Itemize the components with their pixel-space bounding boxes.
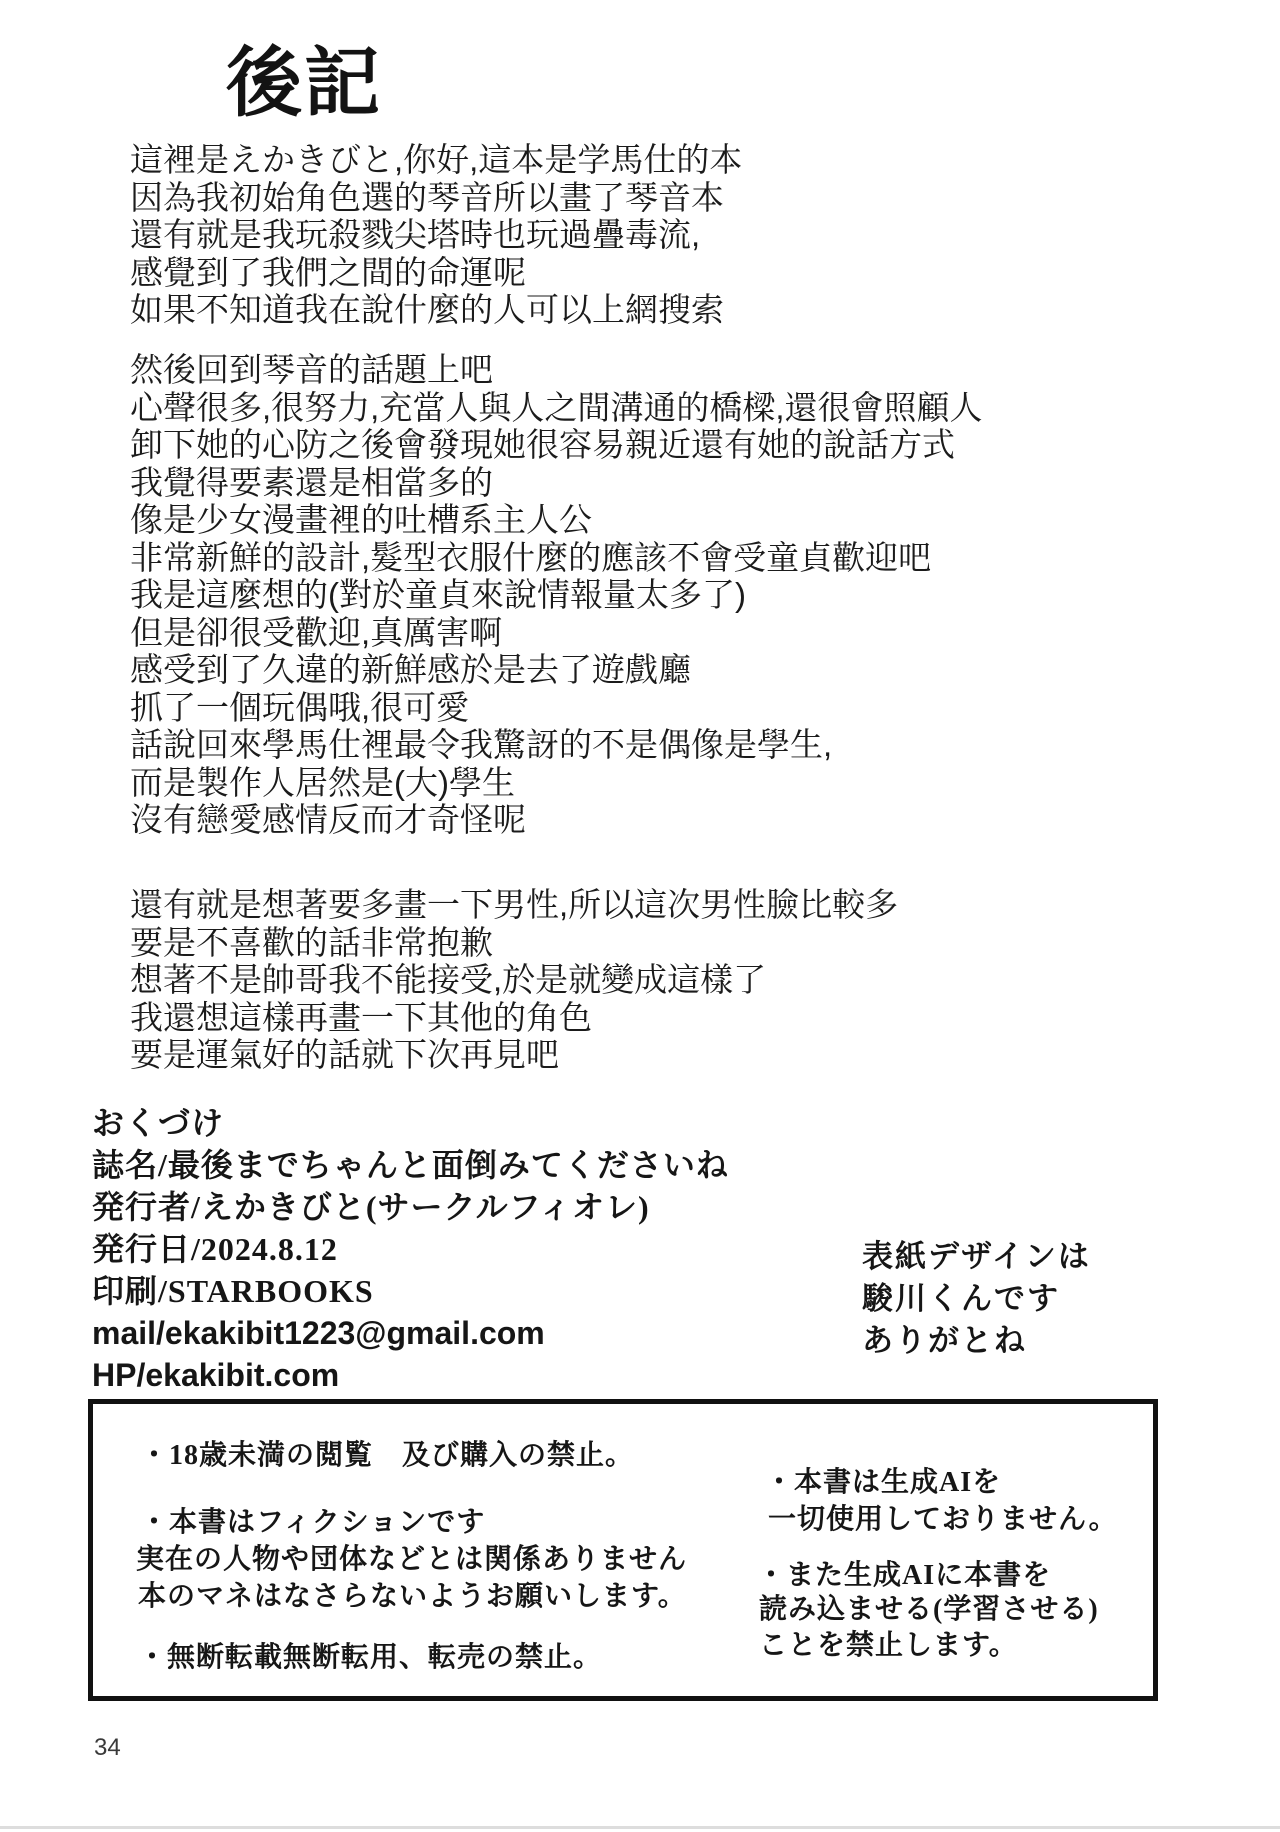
notice-fiction: ・本書はフィクションです	[140, 1507, 486, 1538]
afterword-line: 卸下她的心防之後會發現她很容易親近還有她的說話方式	[130, 426, 955, 463]
page-number: 34	[94, 1734, 121, 1761]
afterword-line: 這裡是えかきびと,你好,這本是学馬仕的本	[130, 141, 743, 178]
afterword-line: 感受到了久違的新鮮感於是去了遊戲廳	[130, 651, 691, 688]
afterword-line: 非常新鮮的設計,髮型衣服什麼的應該不會受童貞歡迎吧	[130, 538, 932, 576]
notice-box	[88, 1399, 1158, 1701]
afterword-paragraph-3	[130, 886, 898, 1074]
afterword-line: 如果不知道我在說什麼的人可以上網搜索	[130, 291, 724, 328]
afterword-line: 我覺得要素還是相當多的	[130, 463, 493, 501]
colophon-printer: 印刷/STARBOOKS	[92, 1273, 374, 1309]
afterword-line: 因為我初始角色選的琴音所以畫了琴音本	[130, 178, 724, 216]
page-title: 後記	[226, 41, 382, 126]
afterword-paragraph-1	[130, 141, 742, 329]
colophon	[92, 1102, 729, 1396]
afterword-line: 想著不是帥哥我不能接受,於是就變成這樣了	[130, 961, 767, 998]
afterword-line: 感覺到了我們之間的命運呢	[130, 253, 526, 291]
notice-age-restriction: ・18歳未満の閲覧 及び購入の禁止。	[140, 1440, 635, 1471]
afterword-line: 然後回到琴音的話題上吧	[130, 351, 493, 388]
afterword-line: 話說回來學馬仕裡最令我驚訝的不是偶像是學生,	[130, 726, 833, 763]
afterword-line: 我還想這樣再畫一下其他的角色	[130, 998, 592, 1036]
scan-edge	[0, 1826, 1280, 1829]
credit-line: 駿川くんです	[862, 1281, 1060, 1316]
afterword-line: 但是卻很受歡迎,真厲害啊	[130, 613, 503, 651]
afterword-line: 還有就是想著要多畫一下男性,所以這次男性臉比較多	[130, 886, 899, 923]
afterword-line: 而是製作人居然是(大)學生	[130, 763, 515, 801]
notice-fiction: 実在の人物や団体などとは関係ありません	[136, 1544, 688, 1575]
afterword-line: 要是運氣好的話就下次再見吧	[130, 1036, 559, 1073]
notice-fiction: 本のマネはなさらないようお願いします。	[138, 1581, 687, 1612]
notice-no-ai: 一切使用しておりません。	[768, 1504, 1118, 1535]
notice-no-ai-training: ことを禁止します。	[759, 1630, 1018, 1661]
afterword-line: 像是少女漫畫裡的吐槽系主人公	[130, 501, 592, 538]
credit-line: 表紙デザインは	[862, 1239, 1091, 1274]
notice-no-ai-training: 読み込ませる(学習させる)	[759, 1594, 1099, 1625]
credit-line: ありがとね	[862, 1323, 1027, 1358]
afterword-line: 心聲很多,很努力,充當人與人之間溝通的橋樑,還很會照顧人	[130, 388, 983, 426]
afterword-paragraph-2	[130, 351, 983, 839]
colophon-homepage: HP/ekakibit.com	[92, 1357, 340, 1393]
colophon-heading: おくづけ	[92, 1105, 225, 1141]
cover-design-credit	[862, 1236, 1091, 1362]
afterword-line: 抓了一個玩偶哦,很可愛	[130, 688, 470, 726]
notice-no-reproduction: ・無断転載無断転用、転売の禁止。	[138, 1642, 603, 1673]
colophon-publish-date: 発行日/2024.8.12	[92, 1231, 338, 1267]
colophon-mail: mail/ekakibit1223@gmail.com	[92, 1315, 545, 1351]
afterword-line: 還有就是我玩殺戮尖塔時也玩過疊毒流,	[130, 216, 701, 253]
colophon-publisher: 発行者/えかきびと(サークルフィオレ)	[92, 1189, 650, 1225]
colophon-book-title: 誌名/最後までちゃんと面倒みてくださいね	[92, 1147, 729, 1183]
afterword-line: 要是不喜歡的話非常抱歉	[130, 923, 493, 961]
notice-no-ai: ・本書は生成AIを	[765, 1467, 1002, 1498]
notice-no-ai-training: ・また生成AIに本書を	[757, 1560, 1052, 1591]
afterword-line: 沒有戀愛感情反而才奇怪呢	[130, 801, 526, 838]
afterword-line: 我是這麼想的(對於童貞來說情報量太多了)	[130, 576, 746, 613]
